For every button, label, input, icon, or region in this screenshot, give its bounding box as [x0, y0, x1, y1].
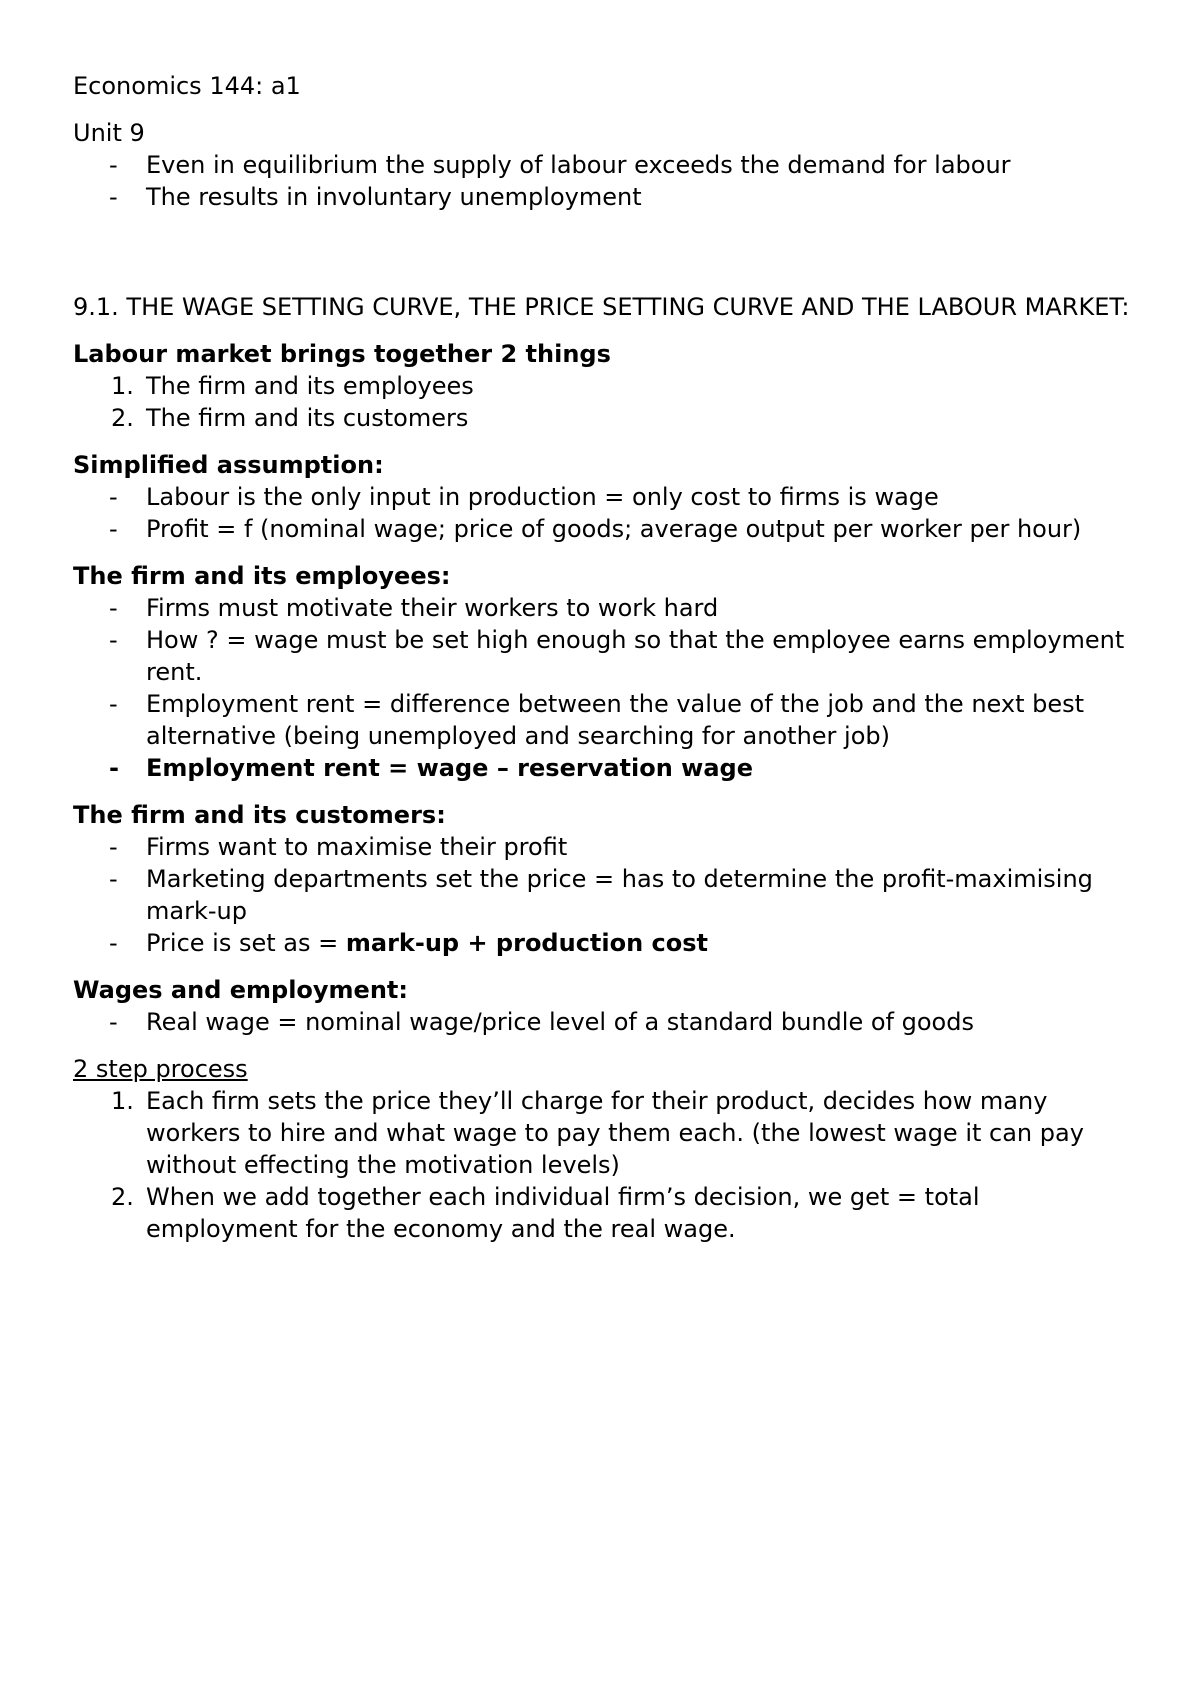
list-item: - Employment rent = difference between the value of the job and the next best alternative (being unemployed and searching for another job) — [109, 690, 1085, 750]
employees-list — [73, 592, 1133, 784]
employees-heading: The firm and its employees: — [73, 562, 451, 590]
list-item: 2. The firm and its customers — [111, 404, 469, 432]
list-item: - Labour is the only input in production = only cost to firms is wage — [109, 483, 939, 511]
process-list — [73, 1085, 1133, 1245]
customers-heading: The firm and its customers: — [73, 801, 446, 829]
unit-label: Unit 9 — [73, 119, 145, 147]
list-item: - Price is set as = mark-up + production cost — [109, 929, 709, 957]
labour-market-list — [73, 370, 1133, 434]
assumption-heading: Simplified assumption: — [73, 451, 384, 479]
process-heading: 2 step process — [73, 1055, 248, 1083]
customers-list — [73, 831, 1133, 959]
list-item: - Firms want to maximise their profit — [109, 833, 568, 861]
document-page — [73, 70, 1133, 1245]
wages-heading: Wages and employment: — [73, 976, 408, 1004]
list-item: - Even in equilibrium the supply of labour exceeds the demand for labour — [109, 151, 1011, 179]
list-item: - Marketing departments set the price = has to determine the profit-maximising mark-up — [109, 865, 1093, 925]
list-item: - Firms must motivate their workers to work hard — [109, 594, 719, 622]
list-item: 1. The firm and its employees — [111, 372, 474, 400]
list-item: - Real wage = nominal wage/price level of a standard bundle of goods — [109, 1008, 974, 1036]
list-item: 1. Each firm sets the price they’ll charge for their product, decides how many workers to hire and what wage to pay them each. (the lowest wage it can pay without effecting the motivation levels) — [111, 1087, 1084, 1179]
list-item: - Employment rent = wage – reservation wage — [109, 754, 753, 782]
document-title: Economics 144: a1 — [73, 72, 301, 100]
list-item: - Profit = f (nominal wage; price of goods; average output per worker per hour) — [109, 515, 1082, 543]
labour-market-heading: Labour market brings together 2 things — [73, 340, 611, 368]
list-item: - The results in involuntary unemployment — [109, 183, 642, 211]
intro-list — [73, 149, 1133, 213]
wages-list — [73, 1006, 1133, 1038]
list-item: - How ? = wage must be set high enough so that the employee earns employment rent. — [109, 626, 1125, 686]
section-heading: 9.1. THE WAGE SETTING CURVE, THE PRICE SETTING CURVE AND THE LABOUR MARKET: — [73, 293, 1130, 321]
assumption-list — [73, 481, 1133, 545]
list-item: 2. When we add together each individual firm’s decision, we get = total employment for the economy and the real wage. — [111, 1183, 980, 1243]
